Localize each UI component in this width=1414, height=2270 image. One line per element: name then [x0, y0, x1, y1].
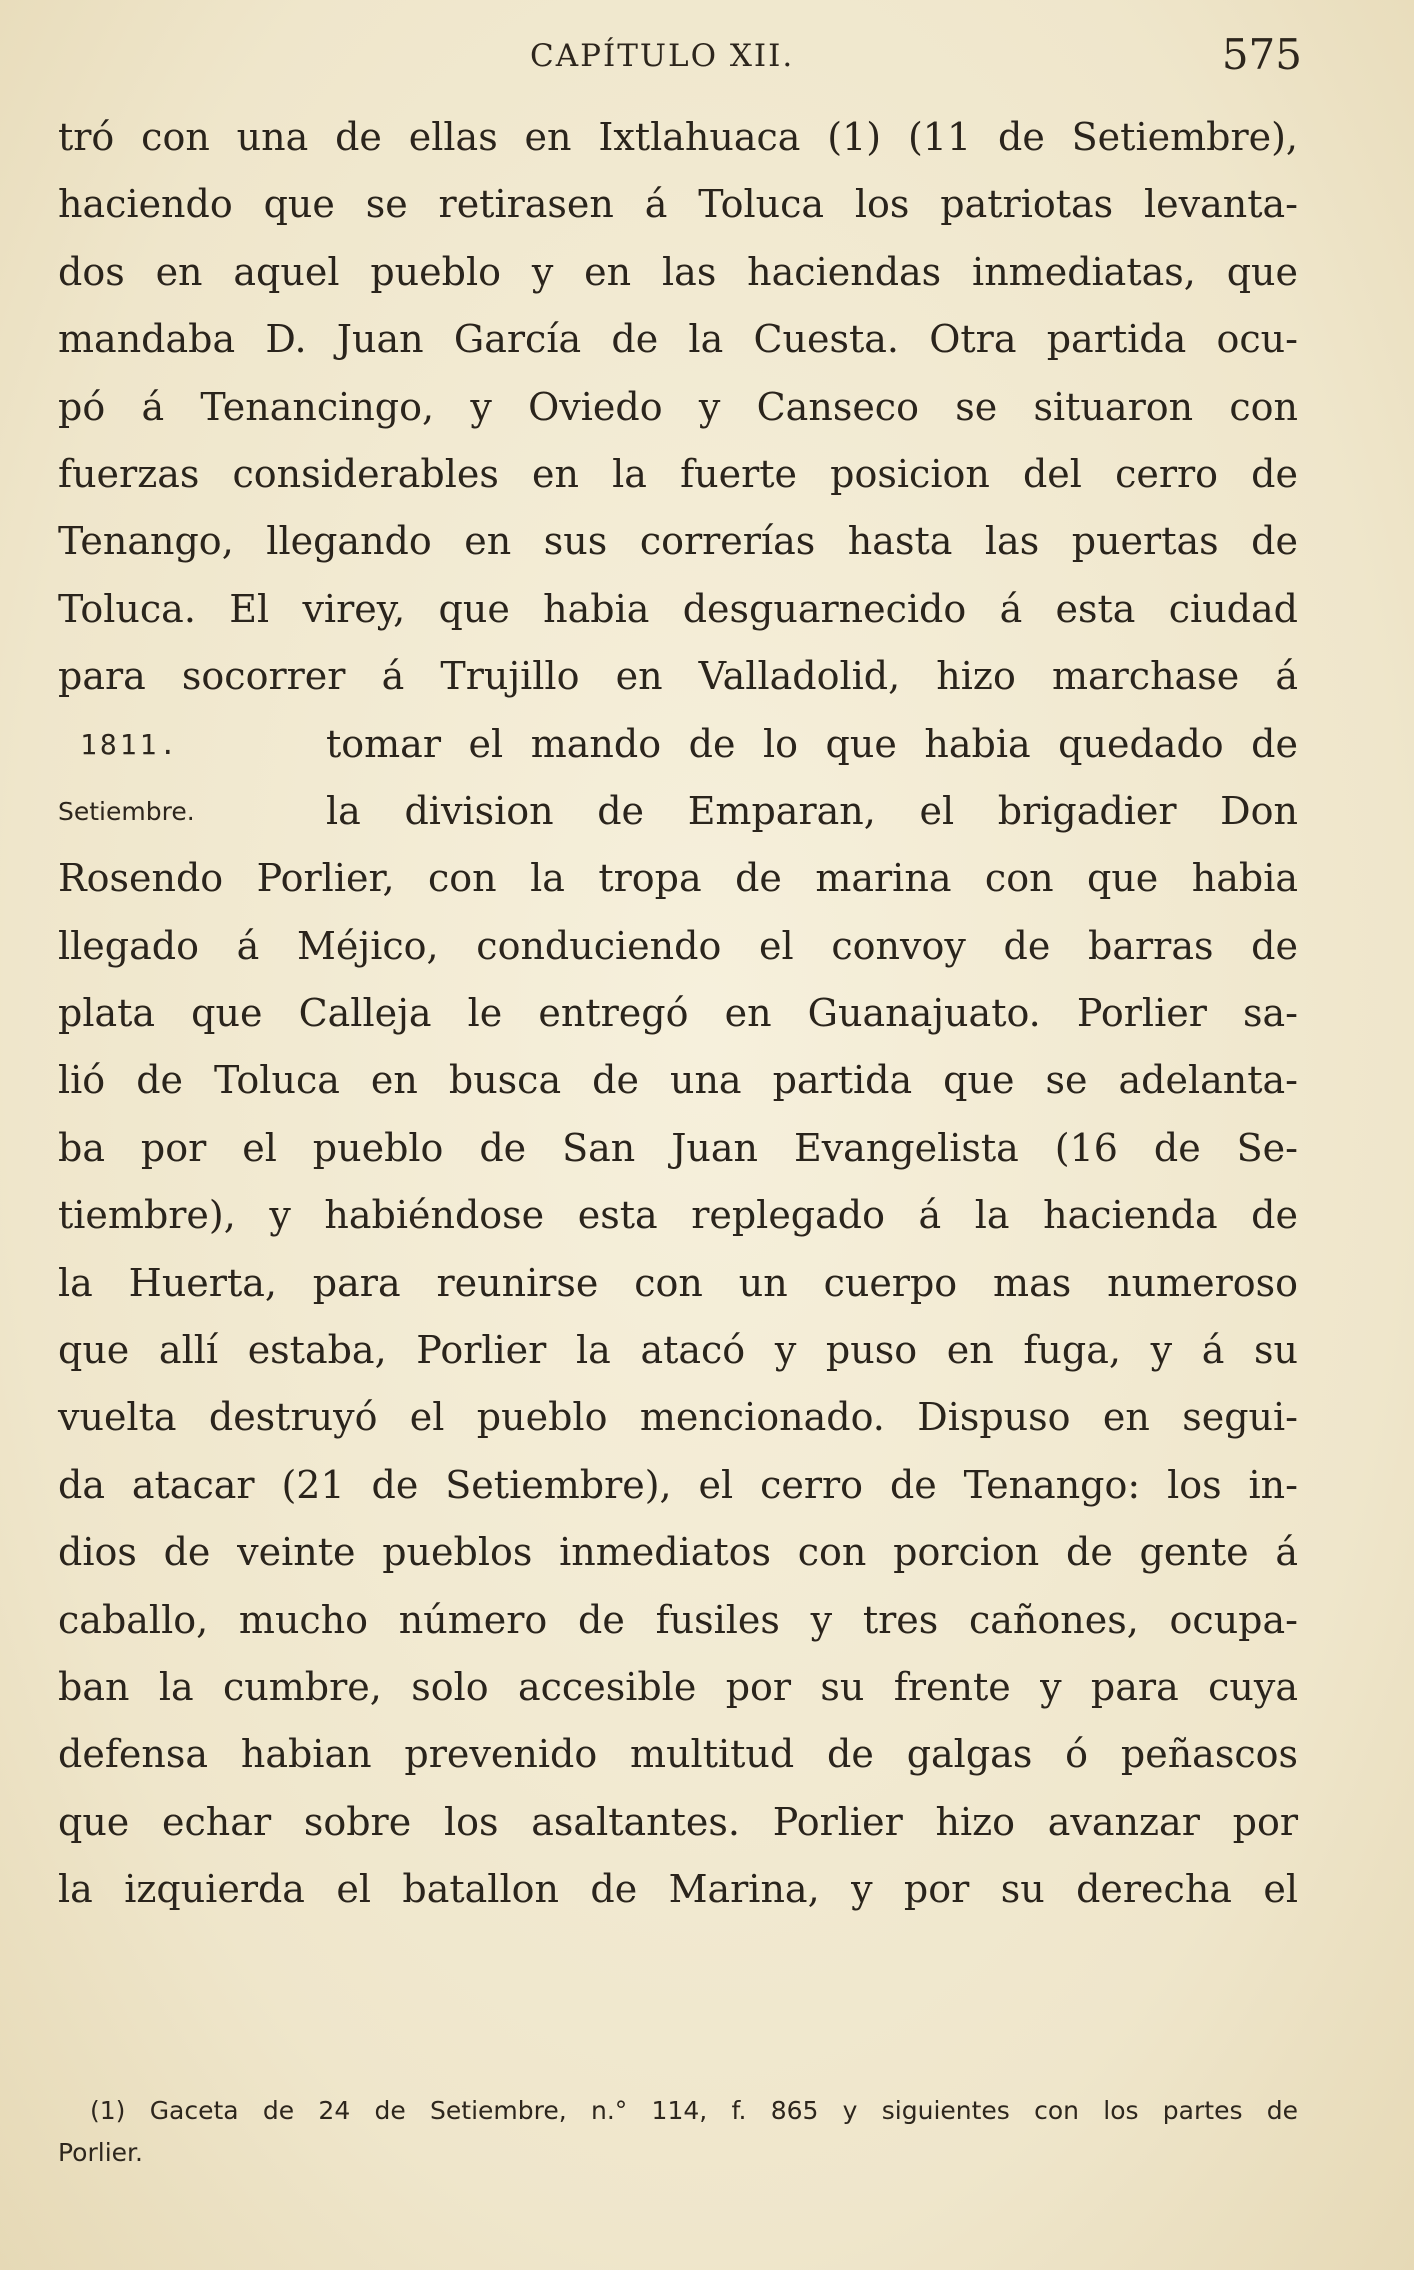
text-line: dos en aquel pueblo y en las haciendas inmediatas, que [58, 249, 1298, 294]
text-line: caballo, mucho número de fusiles y tres cañones, ocupa- [58, 1597, 1298, 1642]
text-line: llegado á Méjico, conduciendo el convoy de barras de [58, 923, 1298, 968]
text-line: la izquierda el batallon de Marina, y por su derecha el [58, 1867, 1298, 1912]
text-line: dios de veinte pueblos inmediatos con porcion de gente á [58, 1530, 1298, 1575]
text-line: vuelta destruyó el pueblo mencionado. Dispuso en segui- [58, 1395, 1298, 1440]
footnote [58, 2090, 1298, 2174]
text-line: defensa habian prevenido multitud de galgas ó peñascos [58, 1732, 1298, 1777]
margin-note-month: Setiembre. [58, 796, 195, 826]
text-line: Rosendo Porlier, con la tropa de marina con que habia [58, 856, 1298, 901]
text-line: plata que Calleja le entregó en Guanajuato. Porlier sa- [58, 991, 1298, 1036]
text-line-with-margin-note [58, 711, 1298, 778]
text-line: Tenango, llegando en sus correrías hasta las puertas de [58, 519, 1298, 564]
text-line-content: tomar el mando de lo que habia quedado de [326, 721, 1298, 766]
text-line: mandaba D. Juan García de la Cuesta. Otra partida ocu- [58, 317, 1298, 362]
text-line: haciendo que se retirasen á Toluca los patriotas levanta- [58, 182, 1298, 227]
text-line: da atacar (21 de Setiembre), el cerro de Tenango: los in- [58, 1462, 1298, 1507]
text-line: fuerzas considerables en la fuerte posicion del cerro de [58, 451, 1298, 496]
text-line: tiembre), y habiéndose esta replegado á la hacienda de [58, 1193, 1298, 1238]
text-line: ban la cumbre, solo accesible por su frente y para cuya [58, 1664, 1298, 1709]
text-line: ba por el pueblo de San Juan Evangelista (16 de Se- [58, 1125, 1298, 1170]
text-line-content: la division de Emparan, el brigadier Don [326, 788, 1298, 833]
text-line-with-margin-note [58, 778, 1298, 845]
footnote-line: Porlier. [58, 2138, 143, 2167]
text-line: la Huerta, para reunirse con un cuerpo mas numeroso [58, 1260, 1298, 1305]
text-line: para socorrer á Trujillo en Valladolid, hizo marchase á [58, 654, 1298, 699]
text-line: que allí estaba, Porlier la atacó y puso en fuga, y á su [58, 1328, 1298, 1373]
text-line: tró con una de ellas en Ixtlahuaca (1) (11 de Setiembre), [58, 115, 1298, 159]
text-line: pó á Tenancingo, y Oviedo y Canseco se situaron con [58, 384, 1298, 429]
page-number: 575 [1221, 30, 1302, 79]
body-text [58, 104, 1298, 1924]
text-line: lió de Toluca en busca de una partida que se adelanta- [58, 1058, 1298, 1103]
margin-note-year: 1811. [80, 727, 180, 761]
footnote-line: (1) Gaceta de 24 de Setiembre, n.° 114, f. 865 y siguientes con los partes de [90, 2096, 1298, 2125]
running-title: CAPÍTULO XII. [530, 38, 795, 74]
text-line: que echar sobre los asaltantes. Porlier hizo avanzar por [58, 1799, 1298, 1844]
text-line: Toluca. El virey, que habia desguarnecido á esta ciudad [58, 586, 1298, 631]
